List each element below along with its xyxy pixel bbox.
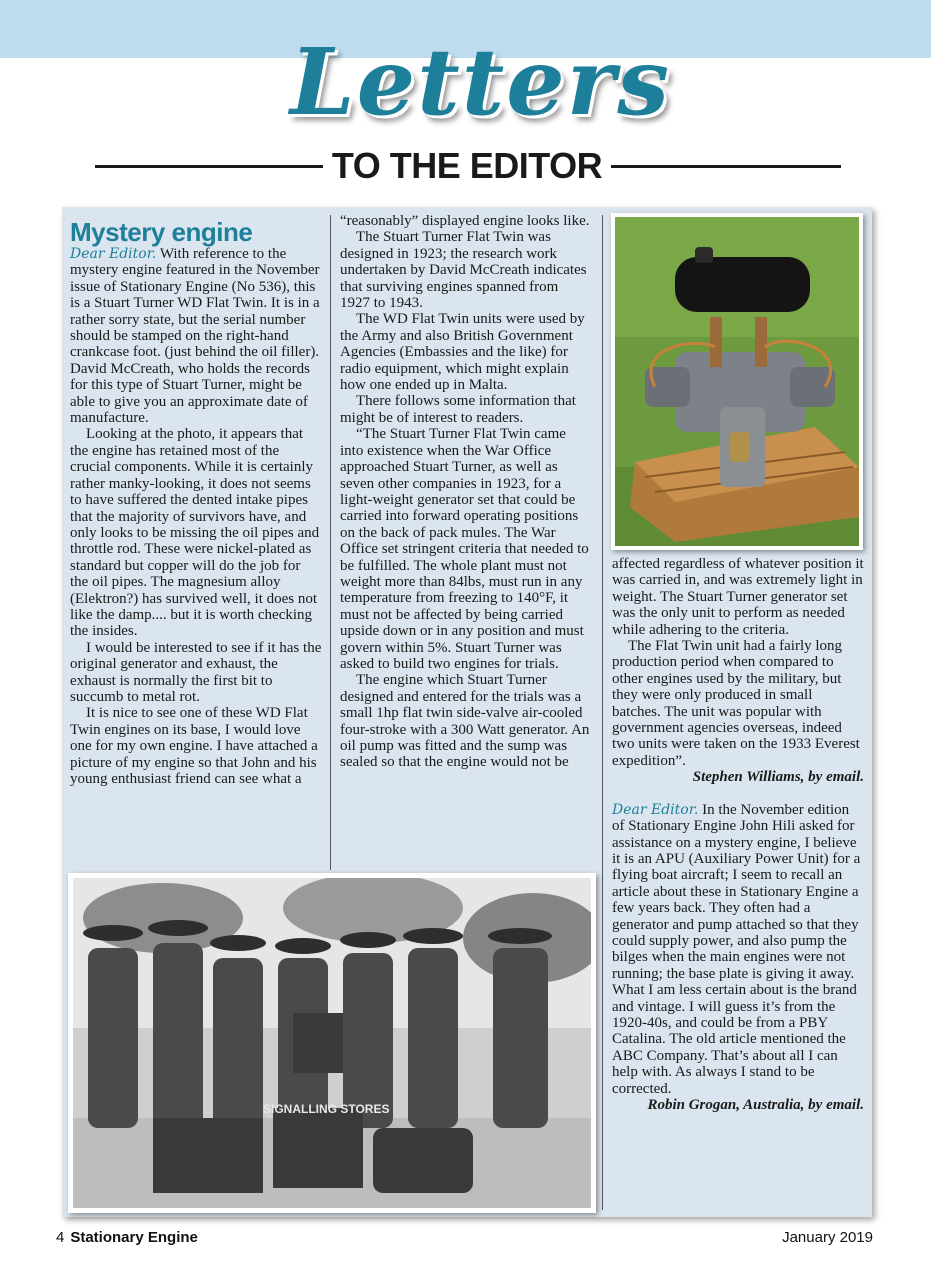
letter1-column-2 bbox=[340, 213, 592, 771]
engine-photo-image bbox=[615, 217, 859, 546]
letter-heading: Mystery engine bbox=[70, 217, 253, 247]
letter1-salutation: Dear Editor. bbox=[70, 246, 157, 262]
letter1-paragraph-8: There follows some information that might be of interest to readers. bbox=[340, 393, 576, 426]
column-divider-1 bbox=[330, 215, 331, 870]
letter1-paragraph-1-text: With reference to the mystery engine featured in the November issue of Stationary Engine (No 536), this is a Stuart Turner WD Flat Twin. It is in a rather sorry state, but the serial number should be stamped on the right-hand crankcase foot. (just behind the oil filler). David McCreath, who holds the records for this type of Stuart Turner, might be able to give you an approximate date of manufacture. bbox=[70, 246, 320, 427]
letter-column-3 bbox=[612, 556, 864, 1113]
letter2-signature: Robin Grogan, Australia, by email. bbox=[647, 1097, 864, 1113]
letter1-paragraph-2: Looking at the photo, it appears that the engine has retained most of the crucial components. While it is certainly rather manky-looking, it does not seems to have suffered the dented intake pipes that the majority of survivors have, and only looks to be missing the oil pipes and throttle rod. These were nickel-plated as standard but copper will do the job for the oil pipes. The magnesium alloy (Elektron?) has survived well, it does not like the damp.... but it is worth checking the insides. bbox=[70, 426, 320, 640]
soldiers-photo bbox=[68, 873, 596, 1213]
magazine-name: Stationary Engine bbox=[70, 1229, 198, 1246]
column-divider-2 bbox=[602, 215, 603, 1210]
photo-sign-text: SIGNALLING STORES bbox=[263, 1102, 390, 1116]
soldiers-photo-image bbox=[73, 878, 591, 1208]
letter1-paragraph-9: “The Stuart Turner Flat Twin came into existence when the War Office approached Stuart Turner, as well as seven other companies in 1923, for a light-weight generator set that could be carried into forward operating positions on the back of pack mules. The War Office set stringent criteria that needed to be fulfilled. The whole plant must not weight more than 84lbs, must run in any temperature from freezing to 140°F, it must not be affected by being carried upside down or in any position and must govern within 5%. Stuart Turner was asked to build two engines for trials. bbox=[340, 426, 589, 672]
letter1-paragraph-3: I would be interested to see if it has the original generator and exhaust, the exhaust is normally the first bit to succumb to metal rot. bbox=[70, 639, 322, 705]
letter2-body: In the November edition of Stationary Engine John Hili asked for assistance on a mystery engine, I believe it is an APU (Auxiliary Power Unit) for a flying boat aircraft; I seem to recall an article about these in Stationary Engine a few years back. They often had a generator and pump attached so that they could supply power, and also pump the bilges when the main engines were not running; the base plate is giving it away. What I am less certain about is the brand and vintage. I will guess it’s from the 1920-40s, and could be from a PBY Catalina. The old article mentioned the ABC Company. That’s about all I can help with. As always I stand to be corrected. bbox=[612, 801, 861, 1097]
letter1-signature: Stephen Williams, by email. bbox=[692, 769, 864, 786]
issue-date: January 2019 bbox=[782, 1229, 873, 1246]
letter-spacer bbox=[612, 786, 864, 802]
letter1-paragraph-5: “reasonably” displayed engine looks like. bbox=[340, 213, 590, 229]
title-rule-left bbox=[95, 165, 323, 168]
letter1-paragraph-7: The WD Flat Twin units were used by the Army and also British Government Agencies (Embassies and the like) for radio equipment, which might explain how one ended up in Malta. bbox=[340, 311, 585, 394]
letter1-paragraph-6: The Stuart Turner Flat Twin was designed in 1923; the research work undertaken by David McCreath indicates that surviving engines spanned from 1927 to 1943. bbox=[340, 229, 587, 312]
letter1-column-1 bbox=[70, 246, 322, 787]
letter1-paragraph-4: It is nice to see one of these WD Flat Twin engines on its base, I would love one for my own engine. I have attached a picture of my engine so that John and his young enthusiast friend can see what a bbox=[70, 705, 318, 787]
letter1-paragraph-12: The Flat Twin unit had a fairly long production period when compared to other engines used by the military, but they were only produced in small batches. The unit was popular with government agencies overseas, indeed two units were taken on the 1933 Everest expedition”. bbox=[612, 638, 860, 769]
section-subtitle: TO THE EDITOR bbox=[331, 145, 603, 186]
section-title-script: Letters bbox=[290, 28, 672, 136]
letter2-paragraph bbox=[612, 802, 864, 1097]
letter2-salutation: Dear Editor. bbox=[612, 801, 699, 818]
page-number: 4 bbox=[56, 1229, 65, 1246]
page-footer-left bbox=[56, 1228, 356, 1248]
title-rule-right bbox=[611, 165, 841, 168]
letter1-paragraph-10: The engine which Stuart Turner designed and entered for the trials was a small 1hp flat twin side-valve air-cooled four-stroke with a 300 Watt generator. An oil pump was fitted and the sump was sealed so that the engine would not be bbox=[340, 672, 590, 771]
engine-photo bbox=[611, 213, 863, 550]
letter1-paragraph-1 bbox=[70, 246, 322, 426]
letter1-paragraph-11: affected regardless of whatever position it was carried in, and was extremely light in weight. The Stuart Turner generator set was the only unit to perform as needed while adhering to the criteria. bbox=[612, 556, 864, 638]
